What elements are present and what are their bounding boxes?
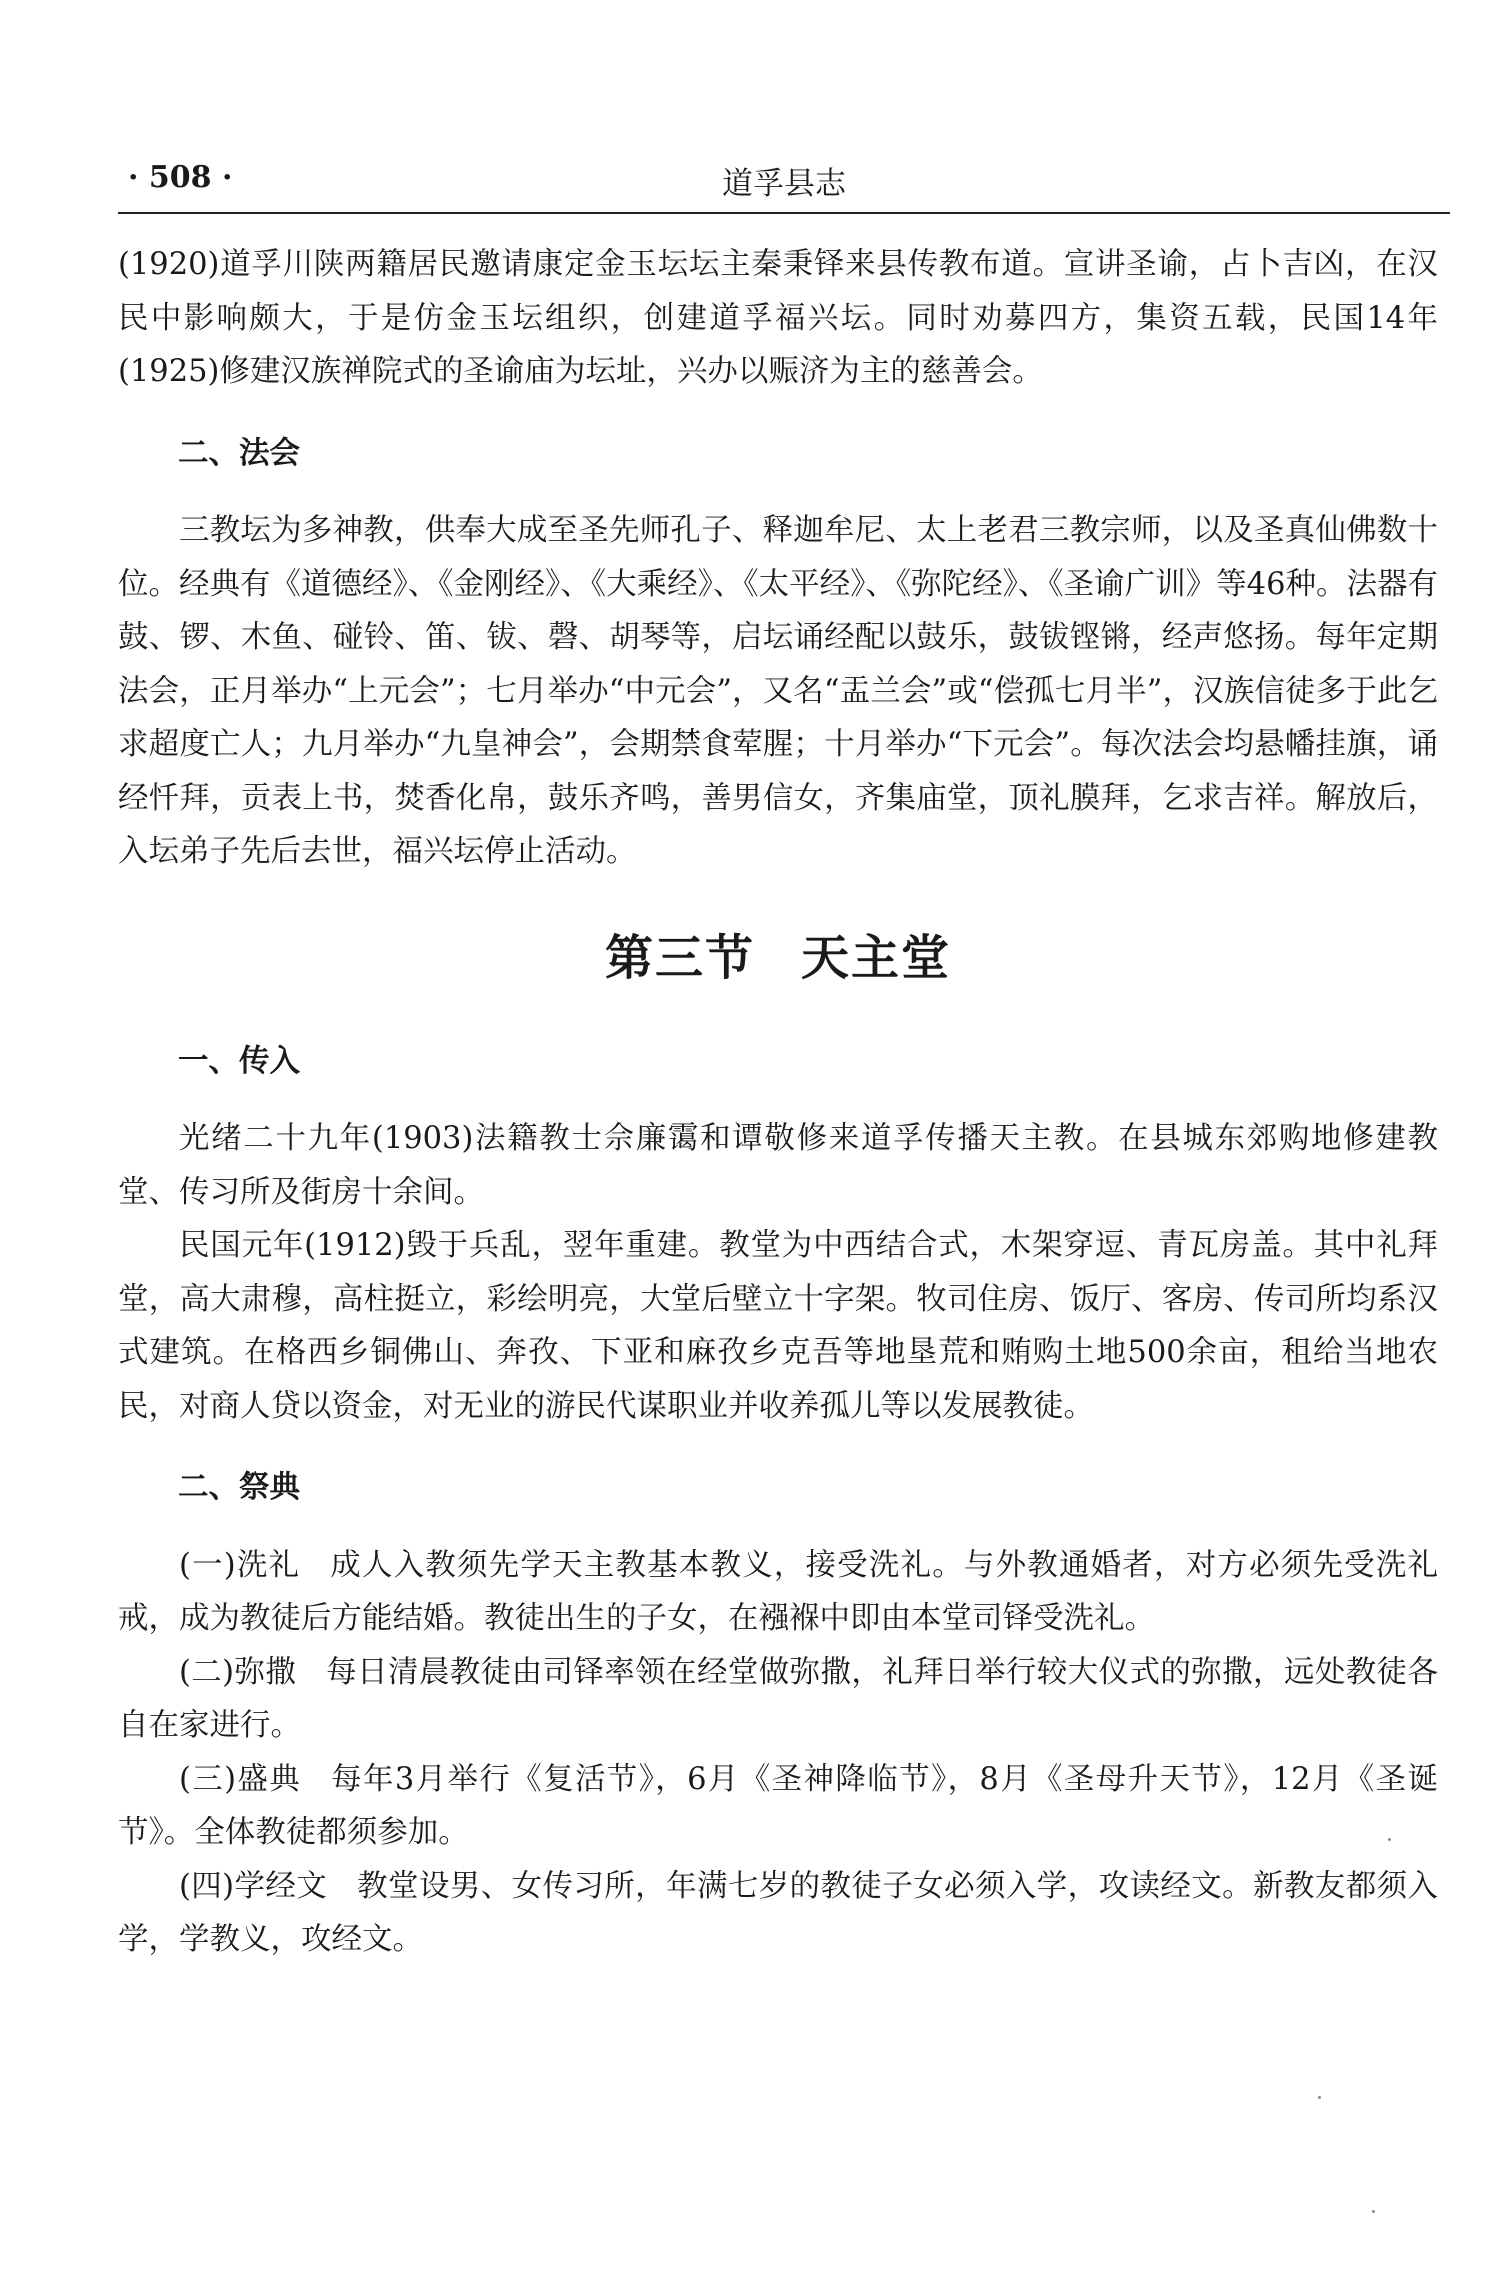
- jidian-item-text: 教堂设男、女传习所，年满七岁的教徒子女必须入学，攻读经文。新教友都须入学，学教义，攻经文。: [118, 1868, 1438, 1957]
- jidian-item-label: (三)盛典: [179, 1761, 302, 1797]
- page-number: · 508 ·: [128, 160, 233, 195]
- scan-speck: [1388, 1838, 1391, 1841]
- jidian-item-label: (四)学经文: [179, 1868, 328, 1904]
- jidian-item-label: (二)弥撒: [179, 1654, 297, 1690]
- jidian-item-text: 成人入教须先学天主教基本教义，接受洗礼。与外教通婚者，对方必须先受洗礼戒，成为教徒后方能结婚。教徒出生的子女，在襁褓中即由本堂司铎受洗礼。: [118, 1547, 1438, 1636]
- chuanru-paragraph-2: 民国元年(1912)毁于兵乱，翌年重建。教堂为中西结合式，木架穿逗、青瓦房盖。其中礼拜堂，高大肃穆，高柱挺立，彩绘明亮，大堂后壁立十字架。牧司住房、饭厅、客房、传司所均系汉式建筑。在格西乡铜佛山、奔孜、下亚和麻孜乡克吾等地垦荒和贿购土地500余亩，租给当地农民，对商人贷以资金，对无业的游民代谋职业并收养孤儿等以发展教徒。: [118, 1228, 1438, 1424]
- heading-chuanru: 一、传入: [178, 1043, 300, 1079]
- heading-fahui: 二、法会: [178, 435, 300, 471]
- fahui-paragraph: 三教坛为多神教，供奉大成至圣先师孔子、释迦牟尼、太上老君三教宗师，以及圣真仙佛数十位。经典有《道德经》、《金刚经》、《大乘经》、《太平经》、《弥陀经》、《圣谕广训》等46种。法器有鼓、锣、木鱼、碰铃、笛、钹、磬、胡琴等，启坛诵经配以鼓乐，鼓钹铿锵，经声悠扬。每年定期法会，正月举办“上元会”；七月举办“中元会”，又名“盂兰会”或“偿孤七月半”，汉族信徒多于此乞求超度亡人；九月举办“九皇神会”，会期禁食荤腥；十月举办“下元会”。每次法会均悬幡挂旗，诵经忏拜，贡表上书，焚香化帛，鼓乐齐鸣，善男信女，齐集庙堂，顶礼膜拜，乞求吉祥。解放后，入坛弟子先后去世，福兴坛停止活动。: [118, 513, 1438, 869]
- jidian-item: [118, 1646, 1438, 1753]
- jidian-item: [118, 1860, 1438, 1967]
- page-header: [118, 152, 1450, 214]
- scan-speck: [1318, 2096, 1321, 2099]
- heading-jidian: 二、祭典: [178, 1470, 300, 1505]
- section-title: [118, 923, 1438, 993]
- jidian-item: [118, 1539, 1438, 1646]
- jidian-item: [118, 1753, 1438, 1860]
- chuanru-paragraph-1: 光绪二十九年(1903)法籍教士佘廉霭和谭敬修来道孚传播天主教。在县城东郊购地修建教堂、传习所及街房十余间。: [118, 1121, 1438, 1210]
- jidian-item-text: 每年3月举行《复活节》，6月《圣神降临节》，8月《圣母升天节》，12月《圣诞节》。全体教徒都须参加。: [118, 1761, 1438, 1850]
- running-title: 道孚县志: [722, 166, 846, 202]
- jidian-item-label: (一)洗礼: [179, 1547, 301, 1583]
- page-body: [118, 238, 1438, 1967]
- intro-paragraph: (1920)道孚川陕两籍居民邀请康定金玉坛坛主秦秉铎来县传教布道。宣讲圣谕，占卜吉凶，在汉民中影响颇大，于是仿金玉坛组织，创建道孚福兴坛。同时劝募四方，集资五载，民国14年(1925)修建汉族禅院式的圣谕庙为坛址，兴办以赈济为主的慈善会。: [118, 247, 1438, 389]
- jidian-item-text: 每日清晨教徒由司铎率领在经堂做弥撒，礼拜日举行较大仪式的弥撒，远处教徒各自在家进行。: [118, 1654, 1438, 1743]
- scan-speck: [1372, 2210, 1375, 2213]
- section-name: 天主堂: [801, 929, 952, 986]
- section-number: 第三节: [604, 929, 755, 986]
